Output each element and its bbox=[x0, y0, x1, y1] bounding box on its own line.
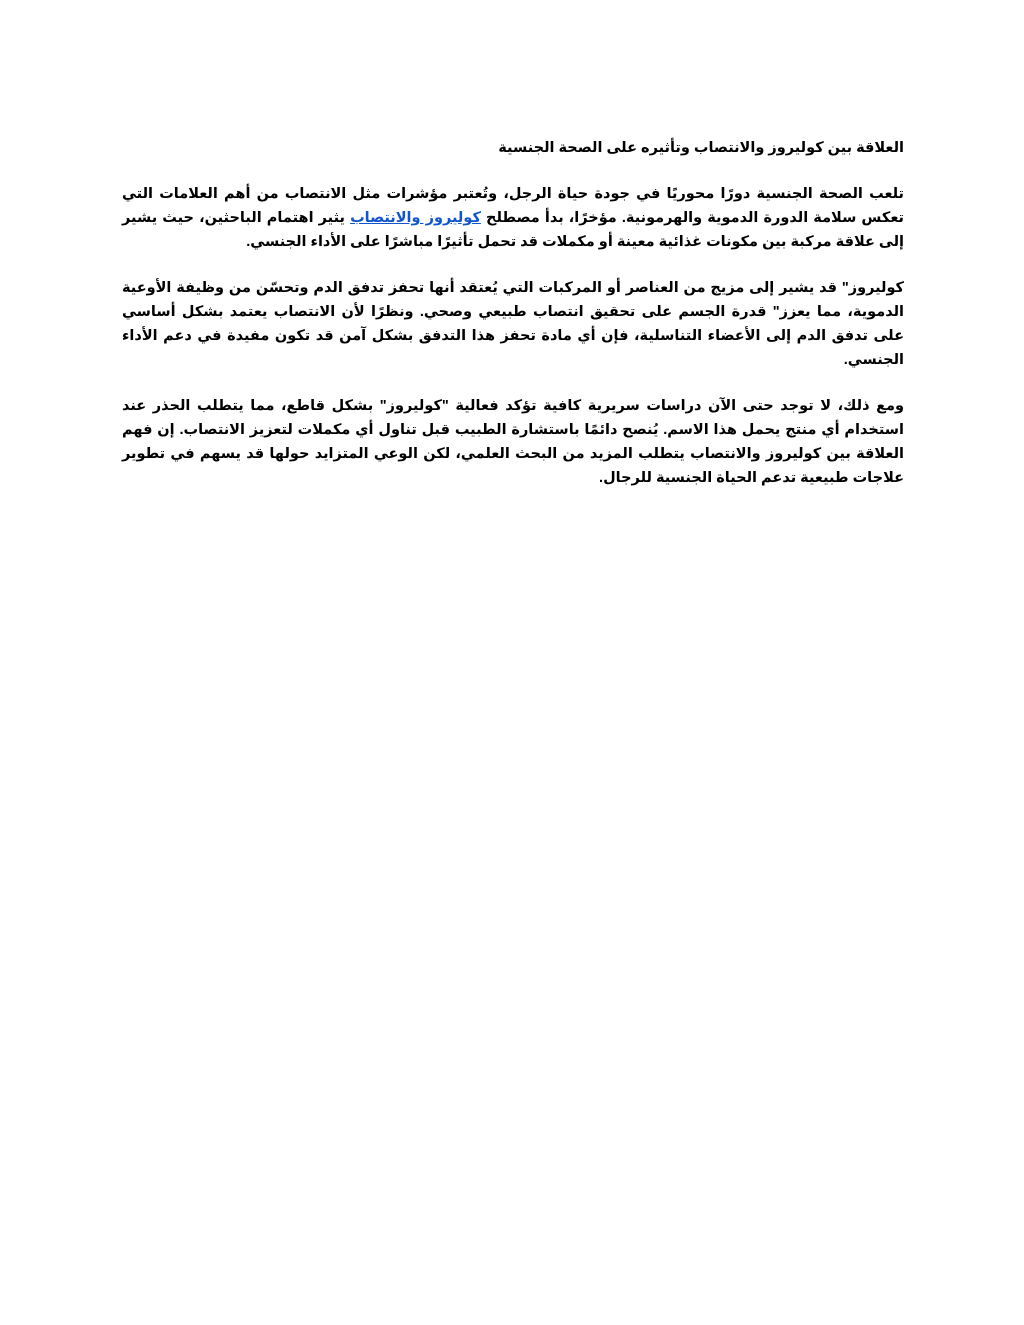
paragraph-intro-text-end: يثير اهتمام الباحثين، حيث يشير إلى علاقة مركبة بين مكونات غذائية معينة أو مكملات قد تحمل تأثيرًا مباشرًا على الأداء الجنسي. bbox=[122, 210, 904, 250]
document-title: العلاقة بين كوليروز والانتصاب وتأثيره على الصحة الجنسية bbox=[498, 140, 904, 156]
document-body bbox=[122, 136, 904, 512]
paragraph-intro-text-start: تلعب الصحة الجنسية دورًا محوريًا في جودة حياة الرجل، وتُعتبر مؤشرات مثل الانتصاب من أهم العلامات التي تعكس سلامة الدورة الدموية والهرمونية. مؤخرًا، بدأ مصطلح bbox=[122, 186, 904, 226]
paragraph-intro bbox=[122, 182, 904, 254]
keyword-link[interactable]: كوليروز والانتصاب bbox=[350, 210, 481, 226]
paragraph-caution: ومع ذلك، لا توجد حتى الآن دراسات سريرية كافية تؤكد فعالية "كوليروز" بشكل قاطع، مما يتطلب الحذر عند استخدام أي منتج يحمل هذا الاسم. يُنصح دائمًا باستشارة الطبيب قبل تناول أي مكملات لتعزيز الانتصاب. إن فهم العلاقة بين كوليروز والانتصاب يتطلب المزيد من البحث العلمي، لكن الوعي المتزايد حولها قد يسهم في تطوير علاجات طبيعية تدعم الحياة الجنسية للرجال. bbox=[122, 398, 904, 486]
paragraph-mechanism: كوليروز" قد يشير إلى مزيج من العناصر أو المركبات التي يُعتقد أنها تحفز تدفق الدم وتحسّن من وظيفة الأوعية الدموية، مما يعزز" قدرة الجسم على تحقيق انتصاب طبيعي وصحي. ونظرًا لأن الانتصاب يعتمد بشكل أساسي على تدفق الدم إلى الأعضاء التناسلية، فإن أي مادة تحفز هذا التدفق بشكل آمن قد تكون مفيدة في دعم الأداء الجنسي. bbox=[122, 280, 904, 368]
